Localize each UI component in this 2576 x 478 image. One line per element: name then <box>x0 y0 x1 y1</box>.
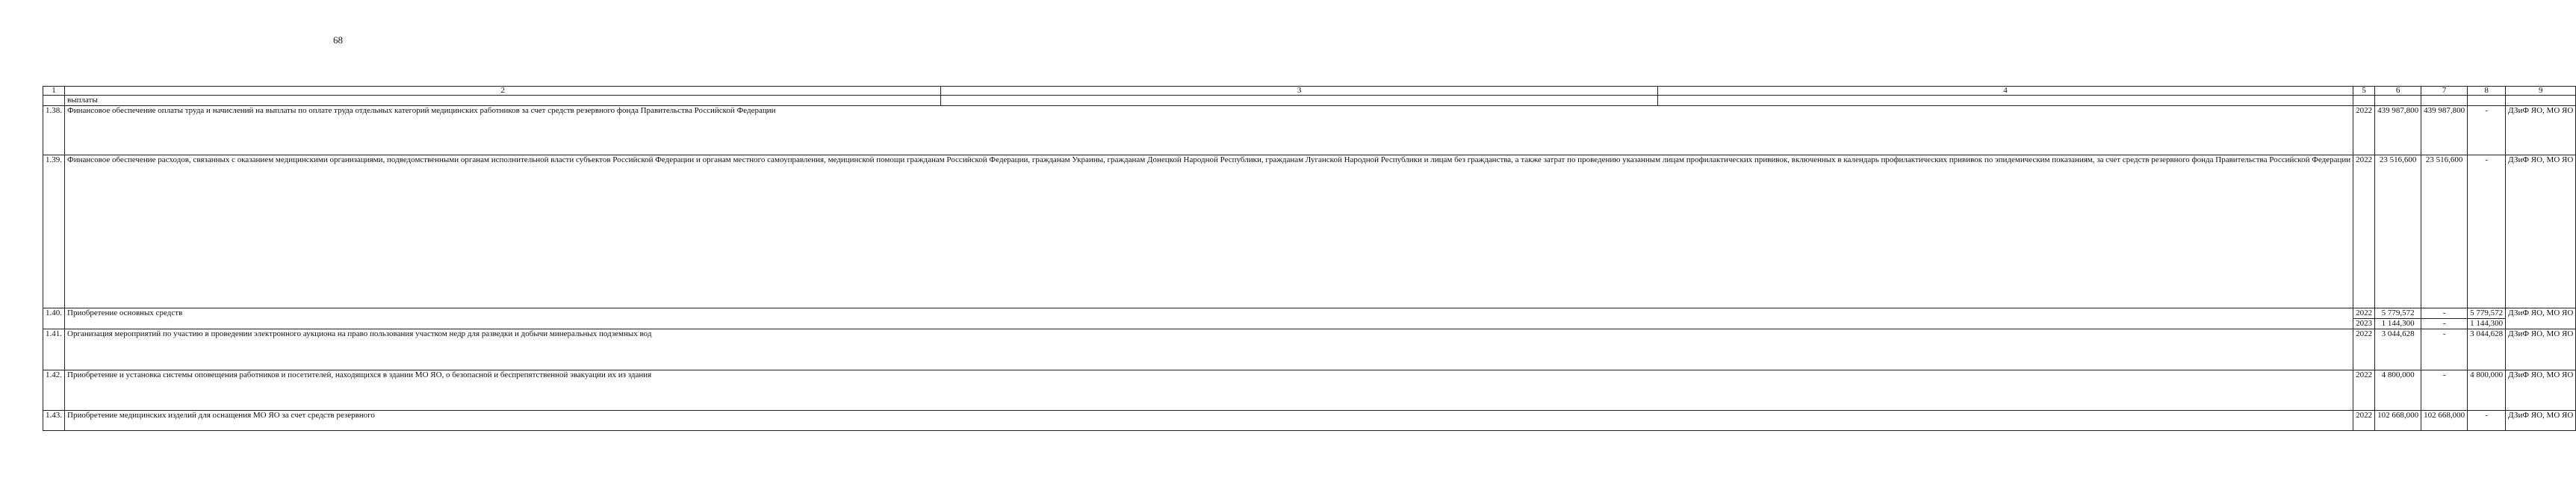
table-row <box>43 411 2576 431</box>
header-cell: 6 <box>2375 87 2421 96</box>
row-description: Приобретение и установка системы оповещения работников и посетителей, находящихся в здании МО ЯО, о безопасной и беспрепятственной эвакуации их из здания <box>65 370 2353 411</box>
row-description: Организация мероприятий по участию в проведении электронного аукциона на право пользования участком недр для разведки и добычи минеральных подземных вод <box>65 329 2353 370</box>
row-federal: 102 668,000 <box>2421 411 2468 431</box>
row-number: 1.42. <box>43 370 65 411</box>
row-regional: 5 779,572 <box>2468 308 2506 319</box>
row-regional: - <box>2468 155 2506 308</box>
header-cell: 7 <box>2421 87 2468 96</box>
header-cell: 5 <box>2353 87 2375 96</box>
row-description: Приобретение основных средств <box>65 308 2353 329</box>
row-federal: 439 987,800 <box>2421 106 2468 155</box>
row-executor: ДЗиФ ЯО, МО ЯО <box>2506 329 2576 370</box>
row-executor: ДЗиФ ЯО, МО ЯО <box>2506 308 2576 329</box>
continuation-row <box>43 96 2576 106</box>
row-year: 2022 <box>2353 370 2375 411</box>
table-row <box>43 106 2576 155</box>
table-row <box>43 329 2576 370</box>
row-federal: - <box>2421 370 2468 411</box>
row-total: 4 800,000 <box>2375 370 2421 411</box>
measures-table <box>43 86 2576 431</box>
table-header-row <box>43 87 2576 96</box>
page-number: 68 <box>333 34 343 46</box>
row-year: 2023 <box>2353 319 2375 329</box>
row-executor: ДЗиФ ЯО, МО ЯО <box>2506 155 2576 308</box>
row-year: 2022 <box>2353 329 2375 370</box>
row-executor: ДЗиФ ЯО, МО ЯО <box>2506 370 2576 411</box>
row-number: 1.40. <box>43 308 65 329</box>
row-regional: 3 044,628 <box>2468 329 2506 370</box>
row-number: 1.39. <box>43 155 65 308</box>
table-row <box>43 370 2576 411</box>
row-regional: - <box>2468 106 2506 155</box>
header-cell: 4 <box>1657 87 2353 96</box>
row-executor: ДЗиФ ЯО, МО ЯО <box>2506 106 2576 155</box>
header-cell: 2 <box>65 87 941 96</box>
row-regional: - <box>2468 411 2506 431</box>
header-cell: 8 <box>2468 87 2506 96</box>
row-description: Финансовое обеспечение расходов, связанных с оказанием медицинскими организациями, подведомственными органам исполнительной власти субъектов Российской Федерации и органам местного самоуправления, медицинской помощи гражданам Российской Федерации, гражданам Украины, гражданам Донецкой Народной Республики, гражданам Луганской Народной Республики и лицам без гражданства, а также затрат по проведению указанным лицам профилактических прививок, включенных в календарь профилактических прививок по эпидемическим показаниям, за счет средств резервного фонда Правительства Российской Федерации <box>65 155 2353 308</box>
row-number: 1.43. <box>43 411 65 431</box>
row-regional: 4 800,000 <box>2468 370 2506 411</box>
row-total: 439 987,800 <box>2375 106 2421 155</box>
row-year: 2022 <box>2353 155 2375 308</box>
row-year: 2022 <box>2353 106 2375 155</box>
row-federal: - <box>2421 308 2468 319</box>
row-executor: ДЗиФ ЯО, МО ЯО <box>2506 411 2576 431</box>
row-total: 23 516,600 <box>2375 155 2421 308</box>
row-number: 1.41. <box>43 329 65 370</box>
header-cell: 3 <box>941 87 1657 96</box>
row-federal: - <box>2421 319 2468 329</box>
row-year: 2022 <box>2353 308 2375 319</box>
row-description: Приобретение медицинских изделий для оснащения МО ЯО за счет средств резервного <box>65 411 2353 431</box>
row-total: 5 779,572 <box>2375 308 2421 319</box>
row-total: 3 044,628 <box>2375 329 2421 370</box>
row-description: Финансовое обеспечение оплаты труда и начислений на выплаты по оплате труда отдельных категорий медицинских работников за счет средств резервного фонда Правительства Российской Федерации <box>65 106 2353 155</box>
row-total: 1 144,300 <box>2375 319 2421 329</box>
row-federal: 23 516,600 <box>2421 155 2468 308</box>
row-regional: 1 144,300 <box>2468 319 2506 329</box>
table-row <box>43 155 2576 308</box>
header-cell: 1 <box>43 87 65 96</box>
row-federal: - <box>2421 329 2468 370</box>
table-row <box>43 308 2576 319</box>
header-cell: 9 <box>2506 87 2576 96</box>
row-number: 1.38. <box>43 106 65 155</box>
continuation-text: выплаты <box>65 96 941 106</box>
row-total: 102 668,000 <box>2375 411 2421 431</box>
row-year: 2022 <box>2353 411 2375 431</box>
